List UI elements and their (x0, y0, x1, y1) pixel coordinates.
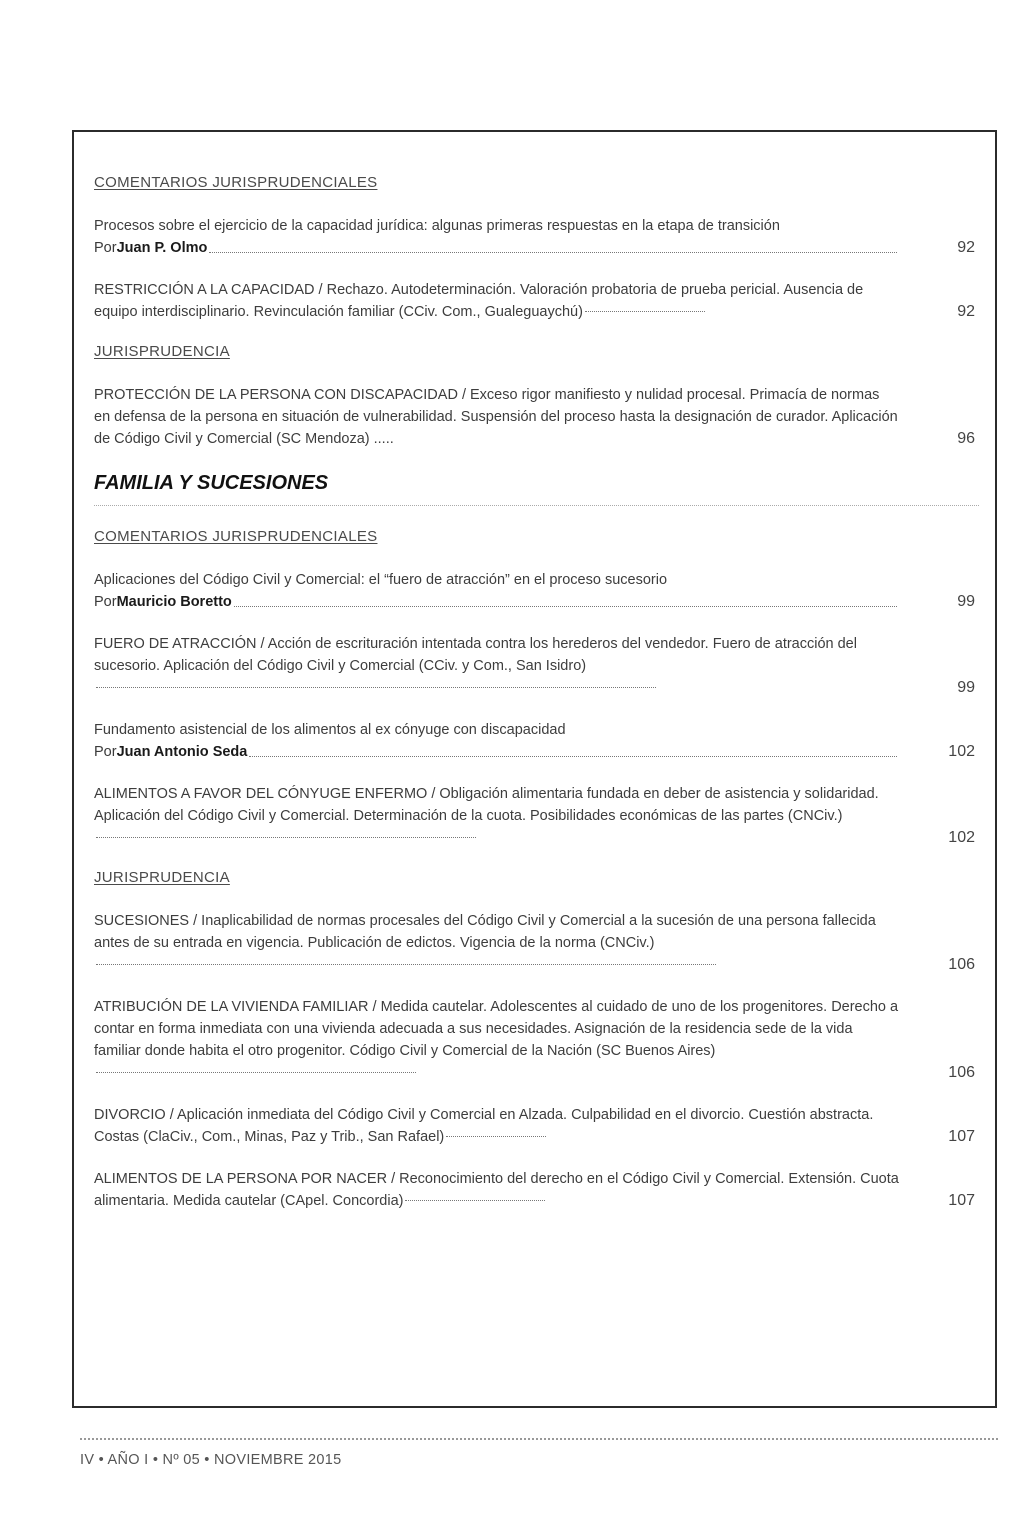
entry-text: ALIMENTOS DE LA PERSONA POR NACER / Reconocimiento del derecho en el Código Civil y Comercial. Extensión. Cuota alimentaria. Medida cautelar (CApel. Concordia) (94, 1171, 899, 1209)
entry-text: RESTRICCIÓN A LA CAPACIDAD / Rechazo. Autodeterminación. Valoración probatoria de prueba pericial. Ausencia de equipo interdisciplinario. Revinculación familiar (CCiv. Com., Gualeguaychú) (94, 282, 864, 320)
author-name: Juan Antonio Seda (116, 744, 248, 760)
section-label-comentarios-2: COMENTARIOS JURISPRUDENCIALES (94, 528, 378, 545)
entry-title (94, 996, 899, 1084)
entry-text: SUCESIONES / Inaplicabilidad de normas procesales del Código Civil y Comercial a la sucesión de una persona fallecida antes de su entrada en vigencia. Publicación de edictos. Vigencia de la norma (CNCiv.) (94, 913, 876, 951)
toc-entry-restriccion[interactable] (94, 279, 979, 323)
table-of-contents (94, 174, 979, 1232)
toc-entry-proteccion[interactable] (94, 384, 979, 450)
entry-text: ALIMENTOS A FAVOR DEL CÓNYUGE ENFERMO / Obligación alimentaria fundada en deber de asistencia y solidaridad. Aplicación del Código Civil y Comercial. Determinación de la cuota. Posibilidades económicas de las partes (CNCiv.) (94, 786, 879, 824)
dot-leaders (96, 964, 716, 965)
page-number: 102 (948, 829, 975, 846)
entry-title (94, 1168, 899, 1212)
author-name: Juan P. Olmo (116, 240, 208, 256)
section-label-comentarios-1: COMENTARIOS JURISPRUDENCIALES (94, 174, 378, 191)
toc-entry-boretto[interactable] (94, 569, 979, 613)
entry-text: FUERO DE ATRACCIÓN / Acción de escrituración intentada contra los herederos del vendedor. Fuero de atracción del sucesorio. Aplicación del Código Civil y Comercial (CCiv. y Com., San Isidro) (94, 636, 857, 674)
entry-title (94, 783, 899, 849)
page-number: 106 (948, 1064, 975, 1081)
dot-leaders (96, 687, 656, 688)
entry-title: PROTECCIÓN DE LA PERSONA CON DISCAPACIDAD / Exceso rigor manifiesto y nulidad procesal. Primacía de normas en defensa de la persona en situación de vulnerabilidad. Suspensión del proceso hasta la designación de curador. Aplicación de Código Civil y Comercial (SC Mendoza) ..... (94, 387, 898, 447)
dot-leaders (234, 591, 897, 607)
dot-leaders (585, 311, 705, 312)
page-number: 106 (948, 956, 975, 973)
toc-entry-persona-por-nacer[interactable] (94, 1168, 979, 1212)
toc-entry-alimentos-conyuge[interactable] (94, 783, 979, 849)
toc-entry-seda[interactable] (94, 719, 979, 763)
toc-entry-fuero[interactable] (94, 633, 979, 699)
page-number: 92 (957, 239, 975, 256)
author-line (94, 591, 899, 613)
page-number: 107 (948, 1192, 975, 1209)
entry-title (94, 279, 899, 323)
spacer (94, 506, 979, 528)
entry-title: Aplicaciones del Código Civil y Comercial: el “fuero de atracción” en el proceso sucesorio (94, 572, 668, 588)
author-line (94, 237, 899, 259)
entry-title (94, 1104, 899, 1148)
entry-text: DIVORCIO / Aplicación inmediata del Código Civil y Comercial en Alzada. Culpabilidad en el divorcio. Cuestión abstracta. Costas (ClaCiv., Com., Minas, Paz y Trib., San Rafael) (94, 1107, 874, 1145)
page-number: 99 (957, 679, 975, 696)
entry-title (94, 633, 899, 699)
entry-title: Fundamento asistencial de los alimentos al ex cónyuge con discapacidad (94, 722, 566, 738)
toc-entry-divorcio[interactable] (94, 1104, 979, 1148)
page-footer: IV • AÑO I • Nº 05 • NOVIEMBRE 2015 (80, 1452, 342, 1468)
author-prefix: Por (94, 744, 117, 760)
entry-title (94, 910, 899, 976)
page-number: 96 (957, 430, 975, 447)
author-prefix: Por (94, 240, 117, 256)
section-label-jurisprudencia-1: JURISPRUDENCIA (94, 343, 230, 360)
page-number: 92 (957, 303, 975, 320)
page-number: 107 (948, 1128, 975, 1145)
section-heading-familia: FAMILIA Y SUCESIONES (94, 472, 979, 506)
author-prefix: Por (94, 594, 117, 610)
footer-divider (80, 1438, 998, 1440)
dot-leaders (96, 1072, 416, 1073)
page-number: 99 (957, 593, 975, 610)
page-number: 102 (948, 743, 975, 760)
dot-leaders (405, 1200, 545, 1201)
entry-title: Procesos sobre el ejercicio de la capacidad jurídica: algunas primeras respuestas en la etapa de transición (94, 218, 780, 234)
toc-entry-vivienda[interactable] (94, 996, 979, 1084)
toc-entry-olmo[interactable] (94, 215, 979, 259)
author-line (94, 741, 899, 763)
dot-leaders (96, 837, 476, 838)
dot-leaders (446, 1136, 546, 1137)
dot-leaders (249, 741, 897, 757)
entry-text: ATRIBUCIÓN DE LA VIVIENDA FAMILIAR / Medida cautelar. Adolescentes al cuidado de uno de los progenitores. Derecho a contar en forma inmediata con una vivienda adecuada a sus necesidades. Asignación de la residencia sede de la vida familiar donde habita el otro progenitor. Código Civil y Comercial de la Nación (SC Buenos Aires) (94, 999, 899, 1059)
section-label-jurisprudencia-2: JURISPRUDENCIA (94, 869, 230, 886)
author-name: Mauricio Boretto (116, 594, 232, 610)
dot-leaders (209, 237, 897, 253)
toc-entry-sucesiones[interactable] (94, 910, 979, 976)
